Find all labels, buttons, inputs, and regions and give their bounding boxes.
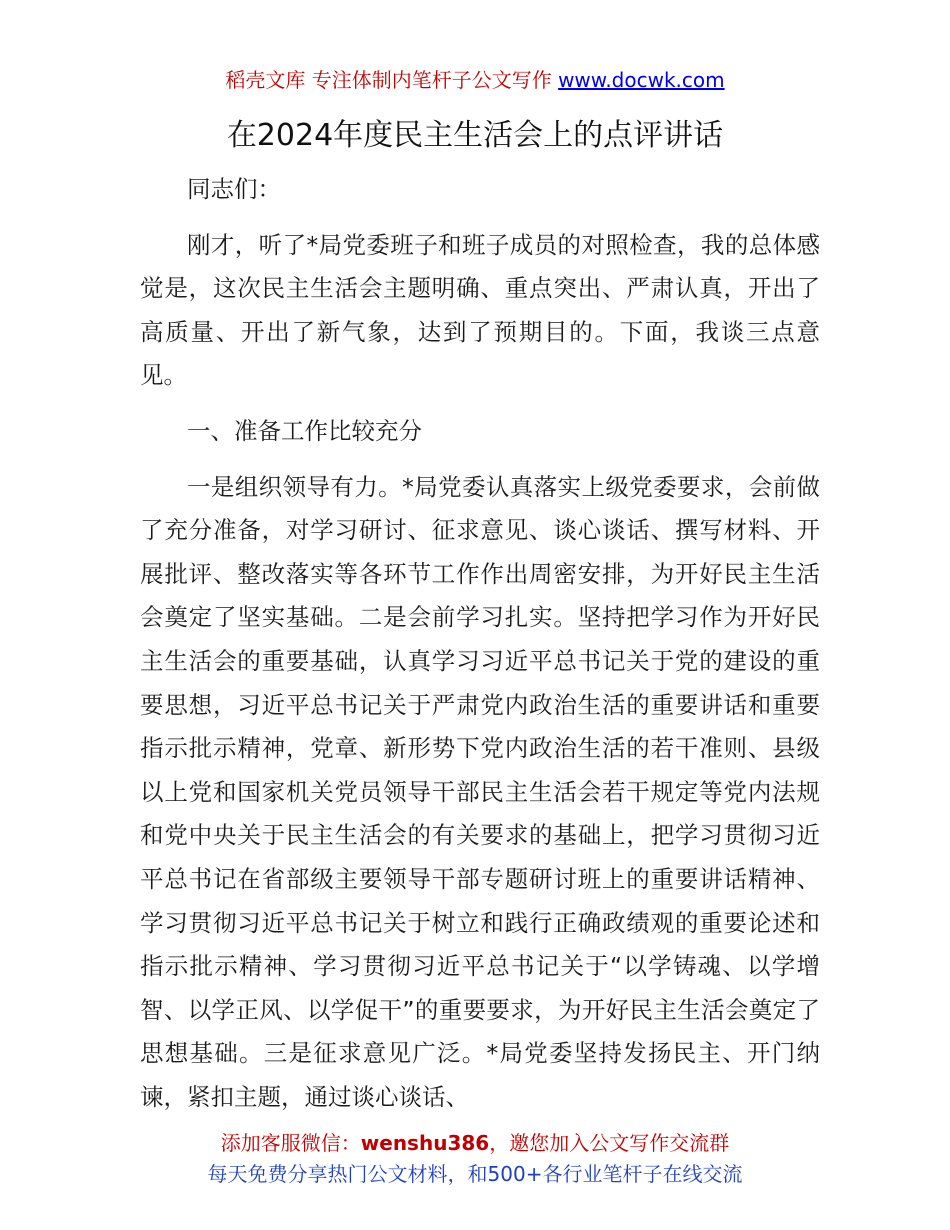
wechat-id: wenshu386: [360, 1131, 490, 1155]
footer-promo: [0, 1128, 950, 1190]
section-heading: 一、准备工作比较充分: [187, 416, 422, 445]
salutation: 同志们：: [187, 175, 281, 203]
paragraph-section-1: 一是组织领导有力。*局党委认真落实上级党委要求，会前做了充分准备，对学习研讨、征求意见、谈心谈话、撰写材料、开展批评、整改落实等各环节工作作出周密安排，为开好民主生活会奠定了坚实基础。二是会前学习扎实。坚持把学习作为开好民主生活会的重要基础，认真学习习近平总书记关于党的建设的重要思想，习近平总书记关于严肃党内政治生活的重要讲话和重要指示批示精神，党章、新形势下党内政治生活的若干准则、县级以上党和国家机关党员领导干部民主生活会若干规定等党内法规和党中央关于民主生活会的有关要求的基础上，把学习贯彻习近平总书记在省部级主要领导干部专题研讨班上的重要讲话精神、学习贯彻习近平总书记关于树立和践行正确政绩观的重要论述和指示批示精神、学习贯彻习近平总书记关于“以学铸魂、以学增智、以学正风、以学促干”的重要要求，为开好民主生活会奠定了思想基础。三是征求意见广泛。*局党委坚持发扬民主、开门纳谏，紧扣主题，通过谈心谈话、: [140, 472, 820, 1111]
footer-share-line: 每天免费分享热门公文材料，和500+各行业笔杆子在线交流: [207, 1162, 743, 1186]
banner-text: 稻壳文库 专注体制内笔杆子公文写作: [225, 68, 559, 92]
footer-prefix: 添加客服微信：: [220, 1131, 361, 1155]
site-link[interactable]: www.docwk.com: [558, 68, 725, 92]
document-title: 在2024年度民主生活会上的点评讲话: [226, 118, 724, 153]
footer-suffix: ，邀您加入公文写作交流群: [489, 1131, 730, 1155]
paragraph-intro: 刚才，听了*局党委班子和班子成员的对照检查，我的总体感觉是，这次民主生活会主题明确、重点突出、严肃认真，开出了高质量、开出了新气象，达到了预期目的。下面，我谈三点意见。: [140, 230, 820, 390]
document-body: [140, 168, 820, 1119]
header-banner: [0, 66, 950, 94]
footer-contact-line: [0, 1128, 950, 1159]
